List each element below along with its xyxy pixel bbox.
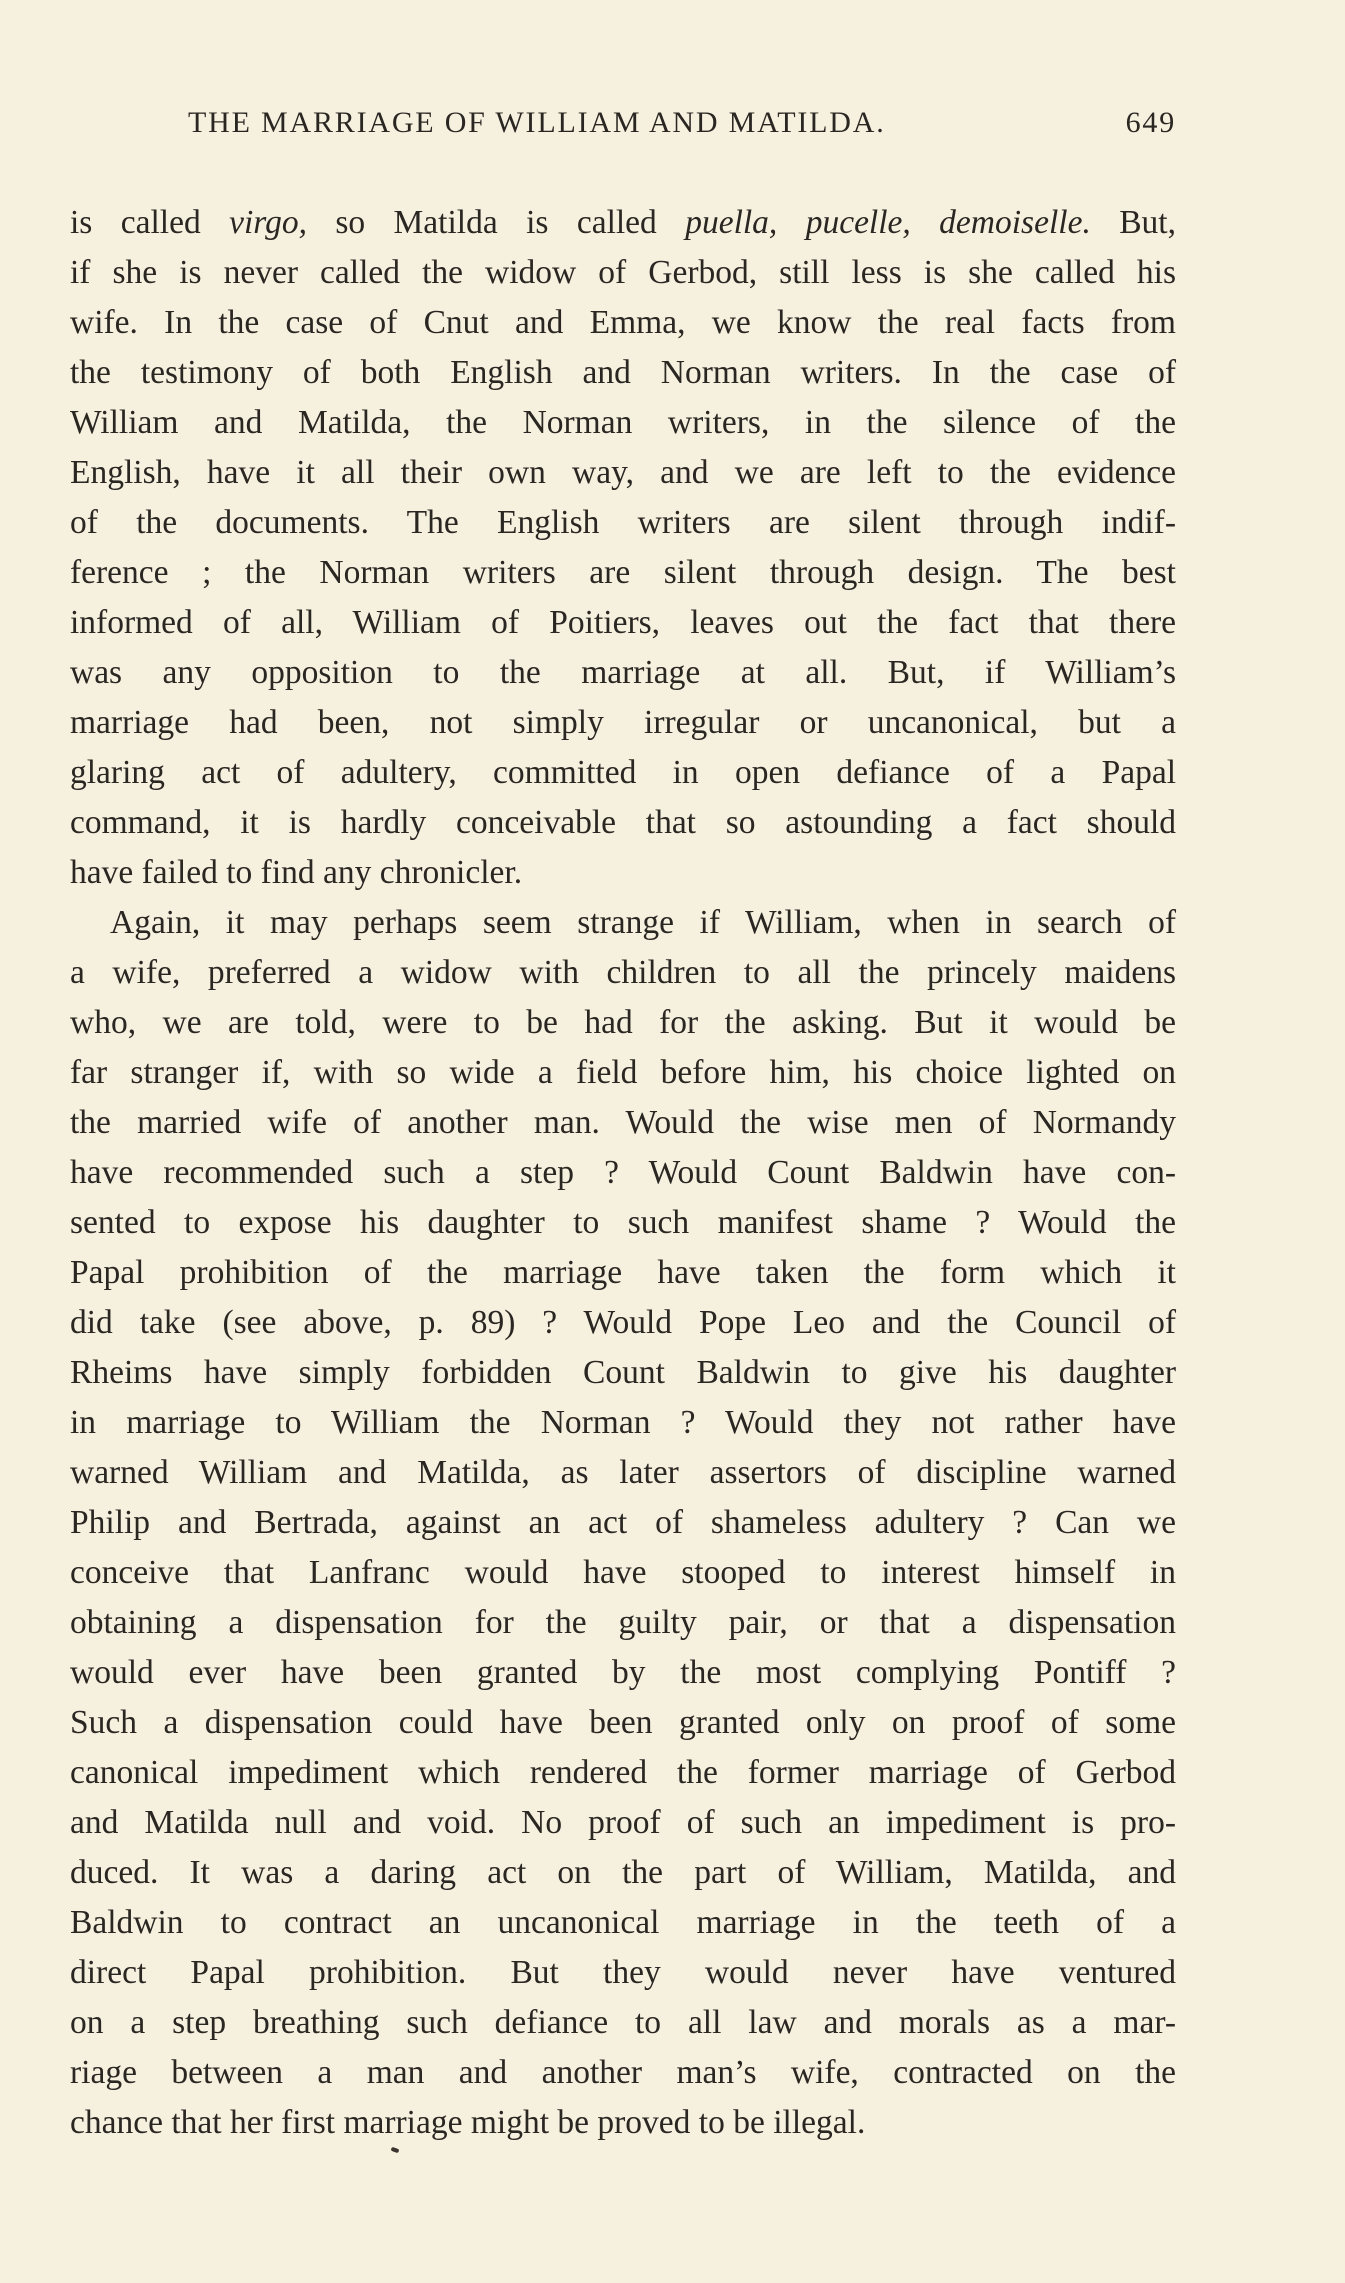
text-run: far stranger if, with so wide a field before him, his choice lighted on bbox=[70, 1054, 1176, 1091]
text-run: is called bbox=[70, 204, 230, 241]
text-run: Papal prohibition of the marriage have taken the form which it bbox=[70, 1254, 1176, 1291]
text-run: conceive that Lanfranc would have stooped to interest himself in bbox=[70, 1554, 1176, 1591]
text-line bbox=[70, 648, 1176, 698]
text-line bbox=[70, 1548, 1176, 1598]
text-line bbox=[70, 1248, 1176, 1298]
running-head-title: THE MARRIAGE OF WILLIAM AND MATILDA. bbox=[188, 106, 886, 139]
text-run: have failed to find any chronicler. bbox=[70, 854, 523, 891]
text-line bbox=[70, 1998, 1176, 2048]
text-run: on a step breathing such defiance to all law and morals as a mar- bbox=[70, 2004, 1176, 2041]
text-run: direct Papal prohibition. But they would never have ventured bbox=[70, 1954, 1176, 1991]
text-run: William and Matilda, the Norman writers, in the silence of the bbox=[70, 404, 1176, 441]
text-line bbox=[70, 1948, 1176, 1998]
text-line bbox=[70, 198, 1176, 248]
text-line bbox=[70, 448, 1176, 498]
text-run: Baldwin to contract an uncanonical marriage in the teeth of a bbox=[70, 1904, 1176, 1941]
text-run: Again, it may perhaps seem strange if William, when in search of bbox=[110, 904, 1176, 941]
text-line bbox=[70, 1198, 1176, 1248]
text-run: chance that her first marriage might be proved to be illegal. bbox=[70, 2104, 866, 2141]
text-run: would ever have been granted by the most complying Pontiff ? bbox=[70, 1654, 1176, 1691]
text-run: who, we are told, were to be had for the asking. But it would be bbox=[70, 1004, 1176, 1041]
text-run: marriage had been, not simply irregular or uncanonical, but a bbox=[70, 704, 1176, 741]
text-line bbox=[70, 2098, 1176, 2148]
text-run: Philip and Bertrada, against an act of shameless adultery ? Can we bbox=[70, 1504, 1176, 1541]
text-run: wife. In the case of Cnut and Emma, we know the real facts from bbox=[70, 304, 1176, 341]
text-run: glaring act of adultery, committed in open defiance of a Papal bbox=[70, 754, 1176, 791]
text-run: the married wife of another man. Would the wise men of Normandy bbox=[70, 1104, 1176, 1141]
text-run: the testimony of both English and Norman writers. In the case of bbox=[70, 354, 1176, 391]
text-run: riage between a man and another man’s wife, contracted on the bbox=[70, 2054, 1176, 2091]
text-run: obtaining a dispensation for the guilty pair, or that a dispensation bbox=[70, 1604, 1176, 1641]
text-run: ference ; the Norman writers are silent through design. The best bbox=[70, 554, 1176, 591]
text-run: warned William and Matilda, as later assertors of discipline warned bbox=[70, 1454, 1176, 1491]
text-line bbox=[70, 248, 1176, 298]
text-run: of the documents. The English writers are silent through indif- bbox=[70, 504, 1176, 541]
text-run: informed of all, William of Poitiers, leaves out the fact that there bbox=[70, 604, 1176, 641]
text-line bbox=[70, 848, 1176, 898]
text-run: a wife, preferred a widow with children to all the princely maidens bbox=[70, 954, 1176, 991]
text-line bbox=[70, 548, 1176, 598]
text-line bbox=[70, 1748, 1176, 1798]
text-line bbox=[70, 298, 1176, 348]
text-run: Such a dispensation could have been granted only on proof of some bbox=[70, 1704, 1176, 1741]
text-line bbox=[70, 898, 1176, 948]
text-line bbox=[70, 798, 1176, 848]
italic-text: virgo, bbox=[229, 204, 307, 241]
text-run: sented to expose his daughter to such manifest shame ? Would the bbox=[70, 1204, 1176, 1241]
paragraph bbox=[70, 898, 1176, 2148]
text-line bbox=[70, 748, 1176, 798]
paragraph bbox=[70, 198, 1176, 898]
text-line bbox=[70, 1048, 1176, 1098]
text-line bbox=[70, 998, 1176, 1048]
text-line bbox=[70, 1348, 1176, 1398]
text-line bbox=[70, 1898, 1176, 1948]
text-run: was any opposition to the marriage at all. But, if William’s bbox=[70, 654, 1176, 691]
text-run: command, it is hardly conceivable that so astounding a fact should bbox=[70, 804, 1176, 841]
text-line bbox=[70, 1298, 1176, 1348]
text-line bbox=[70, 1648, 1176, 1698]
text-line bbox=[70, 598, 1176, 648]
text-run: so Matilda is called bbox=[306, 204, 686, 241]
text-line bbox=[70, 1448, 1176, 1498]
text-run: duced. It was a daring act on the part of William, Matilda, and bbox=[70, 1854, 1176, 1891]
text-run: But, bbox=[1090, 204, 1176, 241]
text-line bbox=[70, 1498, 1176, 1548]
text-line bbox=[70, 348, 1176, 398]
text-run: canonical impediment which rendered the former marriage of Gerbod bbox=[70, 1754, 1176, 1791]
text-run: did take (see above, p. 89) ? Would Pope Leo and the Council of bbox=[70, 1304, 1176, 1341]
italic-text: puella, pucelle, demoiselle. bbox=[685, 204, 1091, 241]
text-line bbox=[70, 1398, 1176, 1448]
text-line bbox=[70, 1698, 1176, 1748]
text-line bbox=[70, 1848, 1176, 1898]
text-line bbox=[70, 498, 1176, 548]
text-line bbox=[70, 1098, 1176, 1148]
body-text bbox=[70, 198, 1176, 2148]
page-number: 649 bbox=[1125, 106, 1176, 139]
text-line bbox=[70, 1598, 1176, 1648]
text-run: in marriage to William the Norman ? Would they not rather have bbox=[70, 1404, 1176, 1441]
text-line bbox=[70, 2048, 1176, 2098]
text-run: Rheims have simply forbidden Count Baldwin to give his daughter bbox=[70, 1354, 1176, 1391]
text-run: have recommended such a step ? Would Count Baldwin have con- bbox=[70, 1154, 1176, 1191]
text-run: if she is never called the widow of Gerbod, still less is she called his bbox=[70, 254, 1176, 291]
text-line bbox=[70, 698, 1176, 748]
text-run: English, have it all their own way, and we are left to the evidence bbox=[70, 454, 1176, 491]
text-line bbox=[70, 948, 1176, 998]
text-line bbox=[70, 398, 1176, 448]
text-run: and Matilda null and void. No proof of such an impediment is pro- bbox=[70, 1804, 1176, 1841]
text-line bbox=[70, 1798, 1176, 1848]
text-line bbox=[70, 1148, 1176, 1198]
